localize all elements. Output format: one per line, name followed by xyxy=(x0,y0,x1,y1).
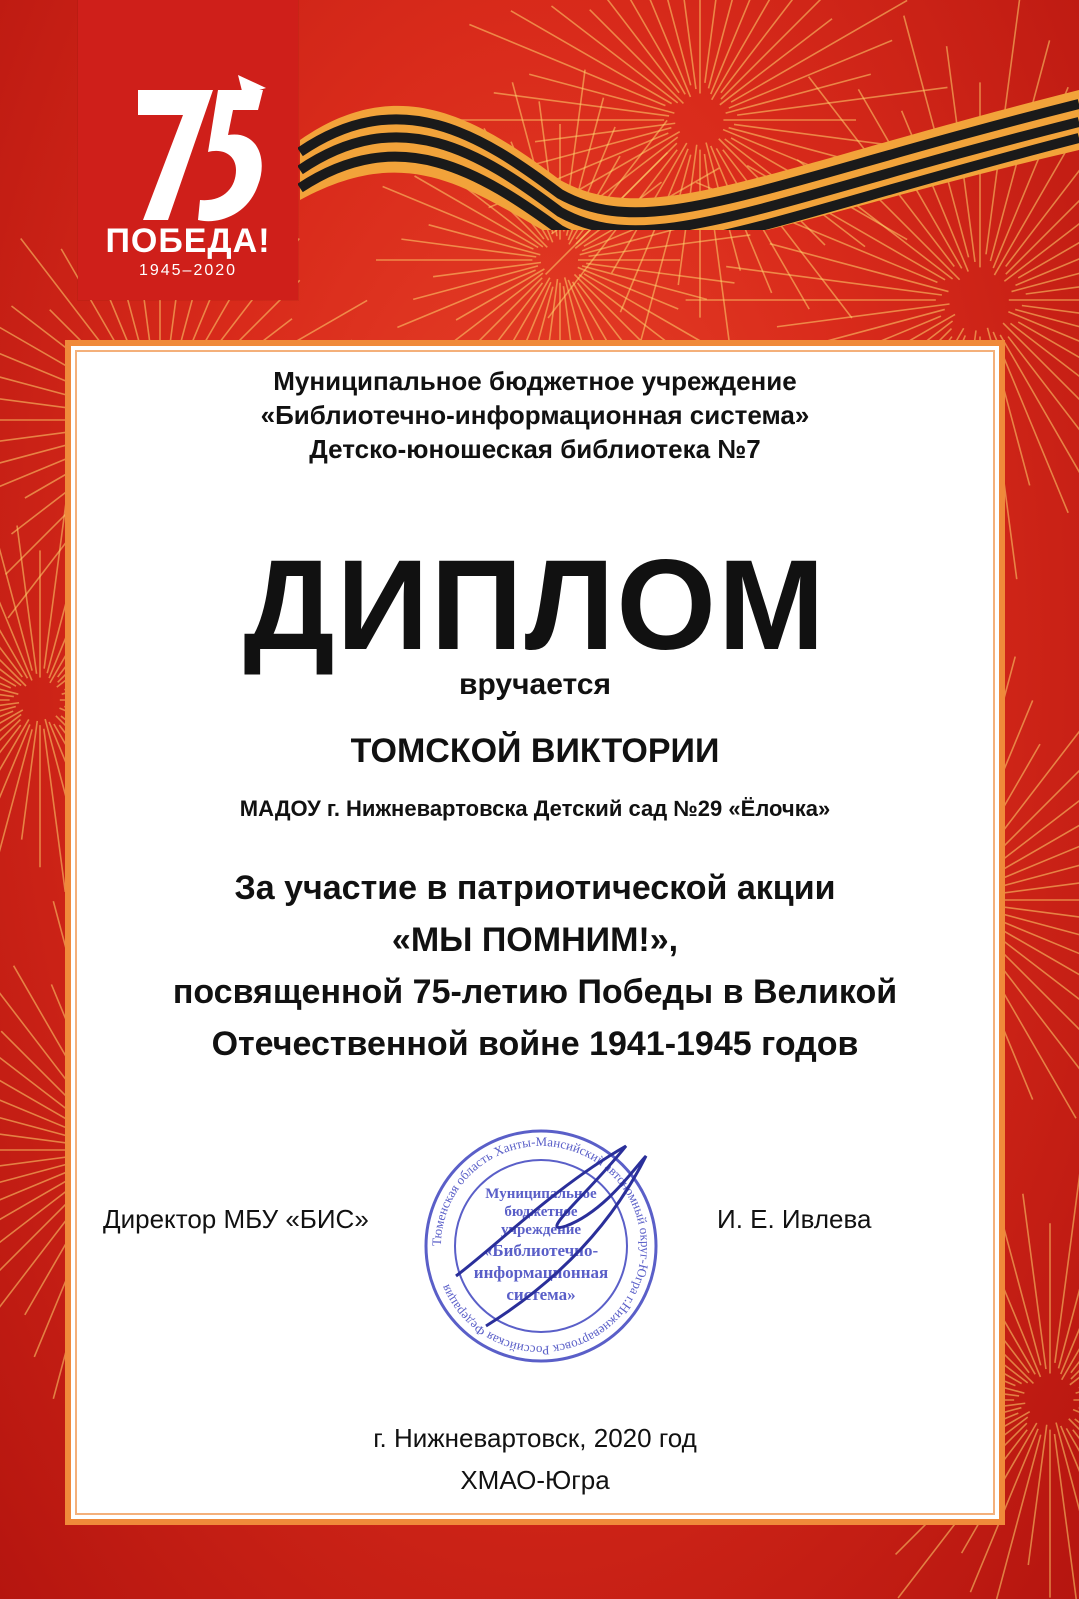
reason-line-2: «МЫ ПОМНИМ!», xyxy=(391,921,679,959)
diploma-panel xyxy=(65,340,1005,1525)
reason-line-3: посвященной 75-летию Победы в Великой xyxy=(172,973,898,1011)
stamp-line-5: информационная xyxy=(473,1263,609,1282)
stamp-line-2: бюджетное xyxy=(504,1204,578,1220)
signatory-position: Директор МБУ «БИС» xyxy=(103,1204,369,1234)
logo-word: ПОБЕДА! xyxy=(105,222,271,260)
org-line-3: Детско-юношеская библиотека №7 xyxy=(309,434,761,464)
logo-years: 1945–2020 xyxy=(138,262,238,279)
signatory-name: И. Е. Ивлева xyxy=(717,1204,872,1234)
recipient-school: МАДОУ г. Нижневартовска Детский сад №29 «Ёлочка» xyxy=(239,796,831,821)
victory-75-logo xyxy=(78,0,298,300)
stamp-line-1: Муниципальное xyxy=(485,1186,597,1202)
recipient-name: ТОМСКОЙ ВИКТОРИИ xyxy=(350,732,720,770)
footer-region: ХМАО-Югра xyxy=(460,1465,610,1495)
reason-line-1: За участие в патриотической акции xyxy=(234,869,836,907)
stamp-line-4: «Библиотечно- xyxy=(483,1241,599,1260)
diploma-title: ДИПЛОМ xyxy=(243,534,827,677)
org-line-2: «Библиотечно-информационная система» xyxy=(260,400,810,430)
footer-place-year: г. Нижневартовск, 2020 год xyxy=(373,1423,697,1453)
stamp-line-6: система» xyxy=(506,1285,576,1304)
stamp-ring-text: Тюменская область Ханты-Мансийский автономный округ-Югра г.Нижневартовск Российская Федерация xyxy=(428,1133,654,1359)
logo-75-emblem xyxy=(128,70,268,230)
org-line-1: Муниципальное бюджетное учреждение xyxy=(273,366,797,396)
awarded-text: вручается xyxy=(459,668,611,701)
stamp-line-3: учреждение xyxy=(500,1222,582,1238)
official-stamp xyxy=(416,1126,666,1366)
reason-line-4: Отечественной войне 1941-1945 годов xyxy=(211,1025,859,1063)
